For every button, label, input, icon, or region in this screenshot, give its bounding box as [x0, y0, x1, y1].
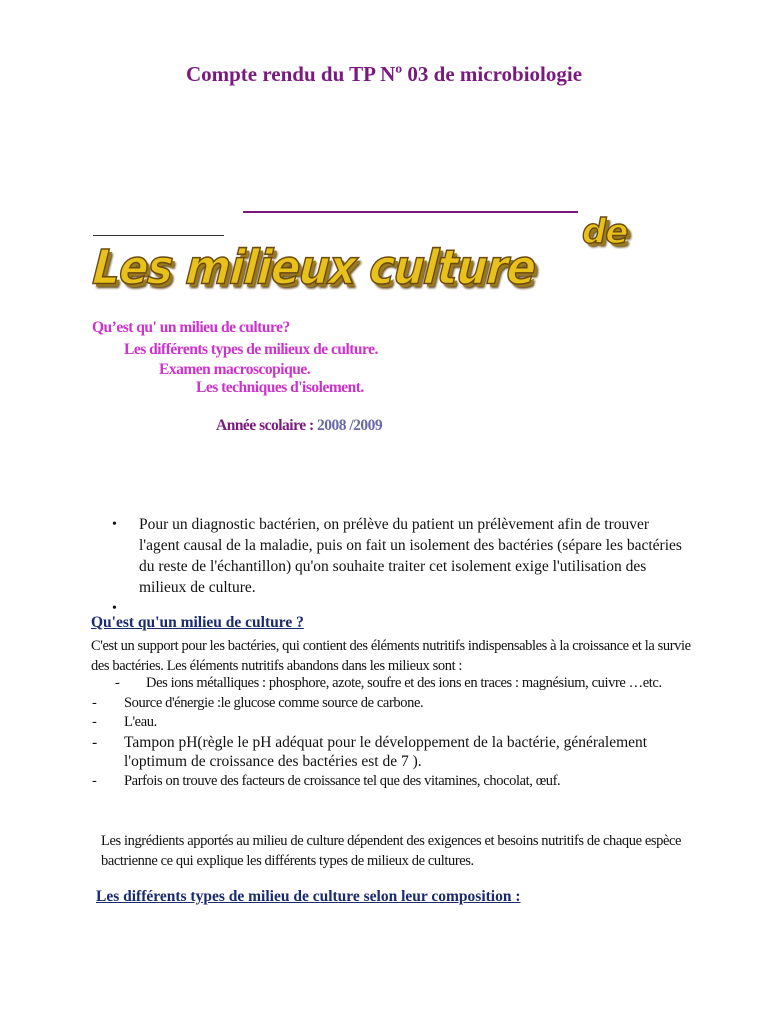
paragraph: C'est un support pour les bactéries, qui contient des éléments nutritifs indispensables à la croissance et la survie des bactéries. Les éléments nutritifs abandons dans les milieux sont :: [91, 638, 691, 674]
decorative-rule: [243, 211, 578, 213]
dash-icon: -: [92, 772, 97, 789]
bullet-list: [112, 514, 692, 619]
school-year-value: 2008 /2009: [316, 417, 383, 434]
bullet-icon: •: [112, 517, 117, 532]
toc-item: Examen macroscopique.: [159, 361, 311, 378]
toc-item: Les différents types de milieux de culture.: [124, 341, 378, 358]
bullet-text: Pour un diagnostic bactérien, on prélève du patient un prélèvement afin de trouver l'agent causal de la maladie, puis on fait un isolement des bactéries (sépare les bactéries du reste de l'échantillon) qu'on souhaite traiter cet isolement exige l'utilisation des milieux de culture.: [139, 516, 682, 596]
dash-item: [92, 674, 712, 694]
school-year: [216, 417, 382, 435]
wordart-title: Les milieux culture: [91, 240, 537, 296]
wordart-de: de: [582, 212, 628, 252]
document-title: Compte rendu du TP Nº 03 de microbiologie: [185, 62, 583, 86]
section-heading: Qu'est qu'un milieu de culture ?: [91, 614, 304, 631]
dash-list: [92, 674, 712, 791]
decorative-rule: [93, 235, 224, 236]
school-year-label: Année scolaire :: [216, 417, 317, 434]
dash-icon: -: [92, 714, 97, 730]
bullet-item: [112, 514, 692, 598]
bullet-icon: •: [112, 601, 117, 616]
toc-item: Qu’est qu' un milieu de culture?: [92, 319, 290, 336]
dash-icon: -: [92, 694, 97, 711]
dash-item-text: Parfois on trouve des facteurs de croissance tel que des vitamines, chocolat, œuf.: [124, 772, 561, 789]
dash-item: [92, 713, 712, 733]
section-heading: Les différents types de milieu de culture selon leur composition :: [96, 888, 521, 905]
dash-item-text: Source d'énergie :le glucose comme source de carbone.: [124, 694, 424, 711]
toc-item: Les techniques d'isolement.: [196, 379, 364, 396]
dash-item: [92, 694, 712, 714]
dash-item-text: L'eau.: [124, 714, 157, 730]
dash-item: [92, 733, 712, 772]
dash-icon: -: [115, 675, 120, 691]
dash-icon: -: [92, 733, 98, 751]
dash-item-text: Tampon pH(règle le pH adéquat pour le développement de la bactérie, généralement l'optimum de croissance des bactéries est de 7 ).: [124, 733, 648, 770]
dash-item-text: Des ions métalliques : phosphore, azote, soufre et des ions en traces : magnésium, cuivre …etc.: [146, 675, 662, 691]
dash-item: [92, 772, 712, 792]
paragraph: Les ingrédients apportés au milieu de culture dépendent des exigences et besoins nutritifs de chaque espèce bactrienne ce qui explique les différents types de milieux de cultures.: [101, 833, 682, 869]
